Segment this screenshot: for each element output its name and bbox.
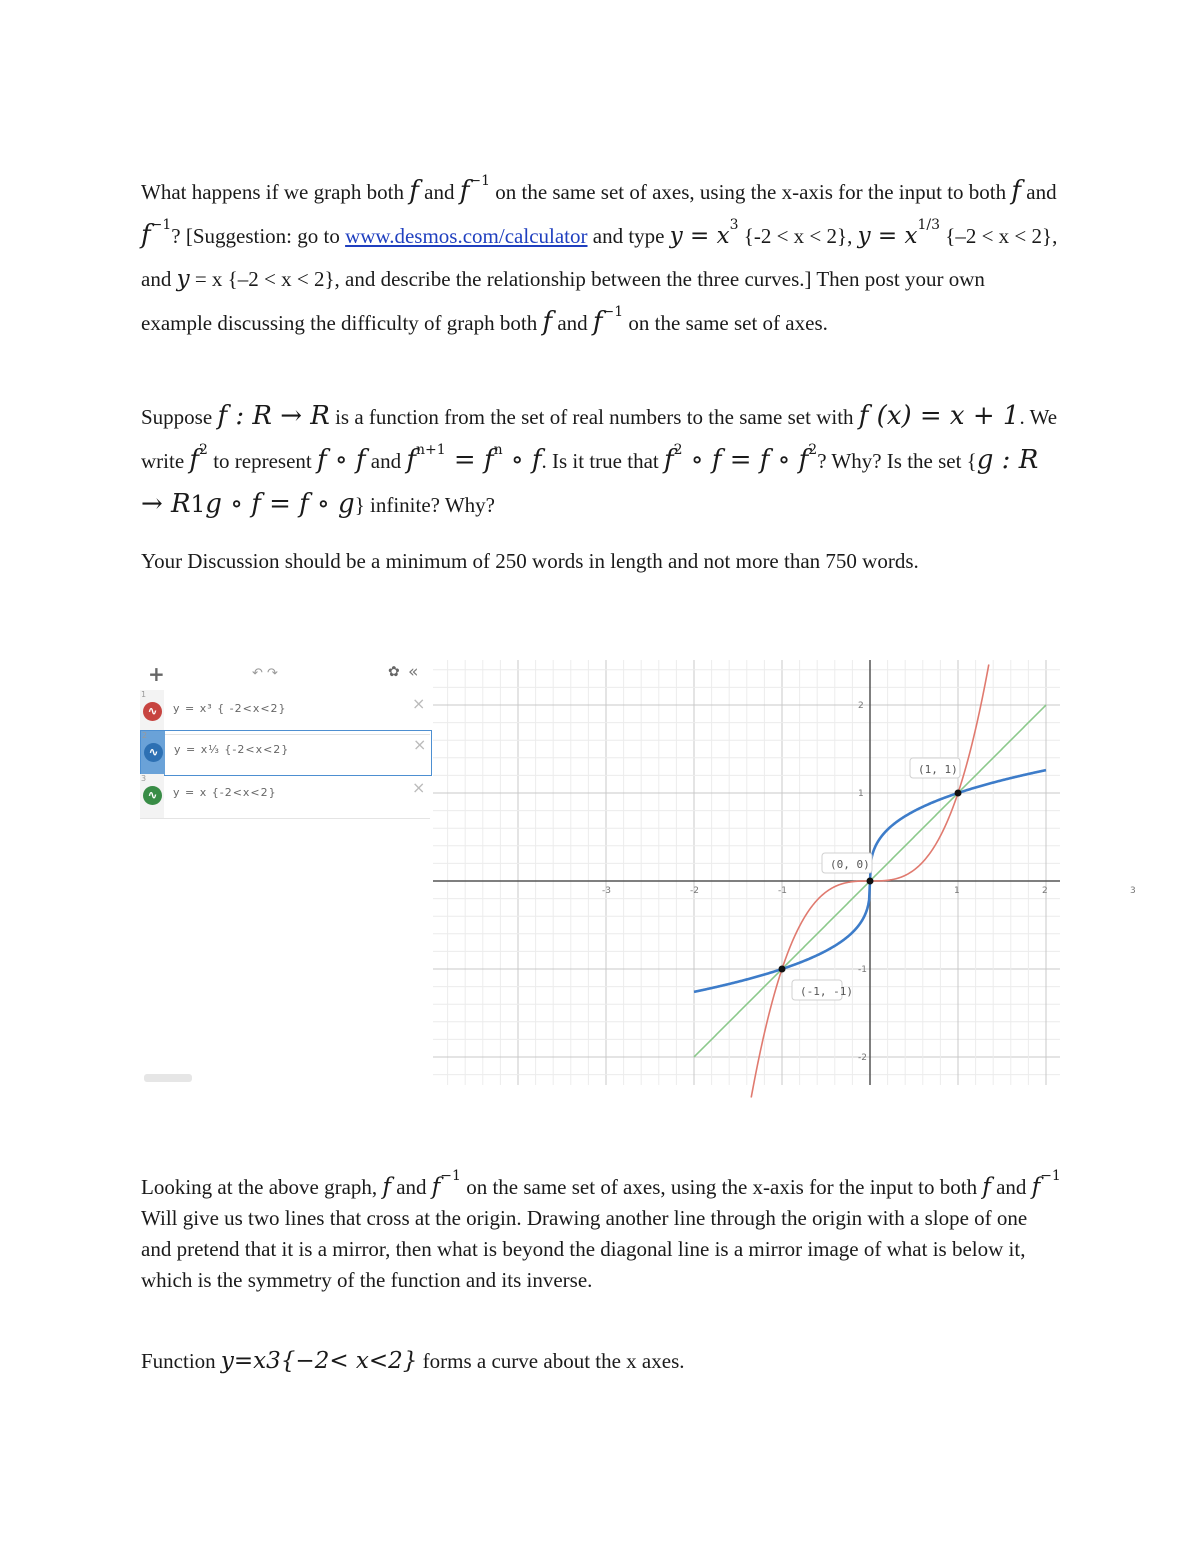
math-exponent: n: [493, 442, 503, 458]
math-exponent: −1: [1040, 1168, 1061, 1184]
undo-redo-icon[interactable]: ↶ ↷: [252, 666, 278, 681]
gear-icon[interactable]: ✿: [388, 664, 400, 680]
delete-expression-icon[interactable]: ×: [412, 694, 426, 713]
math-map: g : R → R: [141, 445, 1039, 519]
expression-row[interactable]: [140, 774, 430, 819]
text: } infinite? Why?: [354, 493, 496, 517]
math-f: f: [409, 176, 419, 206]
math-eq: y=x3{−2< x<2}: [220, 1348, 418, 1374]
text: and: [418, 180, 460, 204]
math-exponent: −1: [150, 217, 172, 233]
expression-row[interactable]: [140, 690, 430, 735]
text: What happens if we graph both: [141, 180, 410, 204]
math-exponent: 2: [808, 442, 818, 458]
math-f: f: [406, 445, 416, 475]
math-eq: y: [176, 266, 190, 292]
math-exponent: 2: [673, 442, 683, 458]
intersection-point: [955, 790, 962, 797]
curve-icon[interactable]: ∿: [144, 743, 163, 762]
math-compose: g ∘ f = f ∘ g: [205, 489, 355, 519]
math-eq: y = x: [669, 223, 730, 249]
math-compose: ∘ f = f ∘ f: [682, 445, 809, 475]
math-f: f: [189, 445, 200, 475]
point-label: (0, 0): [830, 858, 870, 871]
word-count-note: Your Discussion should be a minimum of 250 words in length and not more than 750 words.: [141, 549, 919, 573]
x-tick-label: 1: [954, 886, 960, 896]
expression-text[interactable]: y = x {-2<x<2}: [173, 786, 277, 799]
math-exponent: −1: [440, 1168, 461, 1184]
x-tick-label: 2: [1042, 886, 1048, 896]
text: . We write: [141, 405, 1058, 473]
desmos-graph-screenshot: [140, 660, 1136, 1085]
math-compose: f ∘ f: [317, 445, 366, 475]
math-compose: ∘ f: [502, 445, 542, 475]
math-f: f: [1011, 176, 1022, 206]
collapse-panel-icon[interactable]: «: [408, 662, 419, 682]
math-f: = f: [445, 445, 494, 475]
text: and: [390, 1175, 432, 1199]
x-tick-label: -1: [778, 886, 787, 896]
question-2-paragraph: [141, 395, 1061, 527]
math-map: f : R → R: [217, 401, 330, 431]
math-f: f: [664, 445, 674, 475]
math-f: f: [592, 307, 603, 337]
math-f: f: [459, 176, 470, 206]
math-exponent: 2: [199, 442, 208, 458]
math-exponent: −1: [602, 304, 624, 320]
text: and: [365, 449, 407, 473]
math-f: f: [1031, 1174, 1041, 1200]
expression-number: 2: [142, 731, 148, 740]
text: and: [1021, 180, 1057, 204]
x-tick-label: -2: [690, 886, 699, 896]
math-f: f: [982, 1174, 991, 1200]
expression-number: 3: [141, 774, 147, 783]
question-1-paragraph: [141, 170, 1061, 345]
x-tick-label: 3: [1130, 886, 1136, 896]
math-bar: 1: [190, 492, 206, 518]
text: {–2 < x < 2}, and: [141, 224, 1058, 291]
intersection-point: [867, 878, 874, 885]
expression-text[interactable]: y = x³ { -2<x<2}: [173, 702, 287, 715]
panel-footer-bar: [144, 1074, 192, 1082]
math-f: f: [542, 307, 553, 337]
math-f: f: [431, 1174, 441, 1200]
text: . Is it true that: [541, 449, 664, 473]
text: Looking at the above graph,: [141, 1175, 383, 1199]
math-exponent: 1/3: [917, 217, 940, 233]
text: and type: [587, 224, 670, 248]
text: on the same set of axes, using the x-axis for the input to both: [489, 180, 1012, 204]
y-tick-label: 2: [858, 701, 864, 711]
function-paragraph: [141, 1340, 1061, 1383]
text: Suppose: [141, 405, 218, 429]
intersection-point: [779, 966, 786, 973]
point-label: (1, 1): [918, 763, 958, 776]
text: ? Why? Is the set {: [817, 449, 977, 473]
math-eq: y = x: [857, 223, 918, 249]
math-exponent: n+1: [415, 442, 446, 458]
text: Function: [141, 1349, 221, 1373]
math-f: f: [141, 220, 151, 250]
text: on the same set of axes.: [623, 311, 828, 335]
x-tick-label: -3: [602, 886, 611, 896]
desmos-link[interactable]: www.desmos.com/calculator: [345, 224, 588, 248]
text: Will give us two lines that cross at the origin. Drawing another line through the origin with a slope of one and pretend that it is a mirror, then what is beyond the diagonal line is a mirror image of what is below it, which is the symmetry of the function and its inverse.: [141, 1206, 1028, 1292]
add-expression-icon[interactable]: +: [148, 662, 165, 686]
expression-text[interactable]: y = x⅓ {-2<x<2}: [174, 743, 290, 756]
math-exponent: 3: [729, 217, 739, 233]
text: and: [990, 1175, 1032, 1199]
expression-panel: [140, 660, 432, 1085]
math-exponent: −1: [469, 173, 490, 189]
math-fx: f (x) = x + 1: [858, 401, 1020, 431]
text: = x {–2 < x < 2}, and describe the relationship between the three curves.] Then post your own example discussing the difficulty of graph both: [141, 267, 985, 335]
math-f: f: [382, 1174, 391, 1200]
y-tick-label: -2: [858, 1053, 867, 1063]
text: to represent: [207, 449, 317, 473]
answer-paragraph: [141, 1168, 1061, 1296]
text: ? [Suggestion: go to: [171, 224, 346, 248]
curve-icon[interactable]: ∿: [143, 702, 162, 721]
curve-icon[interactable]: ∿: [143, 786, 162, 805]
text: is a function from the set of real numbers to the same set with: [329, 405, 859, 429]
delete-expression-icon[interactable]: ×: [413, 735, 427, 754]
y-tick-label: 1: [858, 789, 864, 799]
point-label: (-1, -1): [800, 985, 853, 998]
text: on the same set of axes, using the x-axis for the input to both: [460, 1175, 983, 1199]
delete-expression-icon[interactable]: ×: [412, 778, 426, 797]
y-tick-label: -1: [858, 965, 867, 975]
text: {-2 < x < 2},: [738, 224, 858, 248]
expression-row[interactable]: [140, 730, 432, 776]
text: forms a curve about the x axes.: [417, 1349, 685, 1373]
panel-toolbar: [140, 660, 432, 690]
text: and: [552, 311, 593, 335]
graph-canvas[interactable]: [433, 660, 1136, 1085]
expression-number: 1: [141, 690, 147, 699]
